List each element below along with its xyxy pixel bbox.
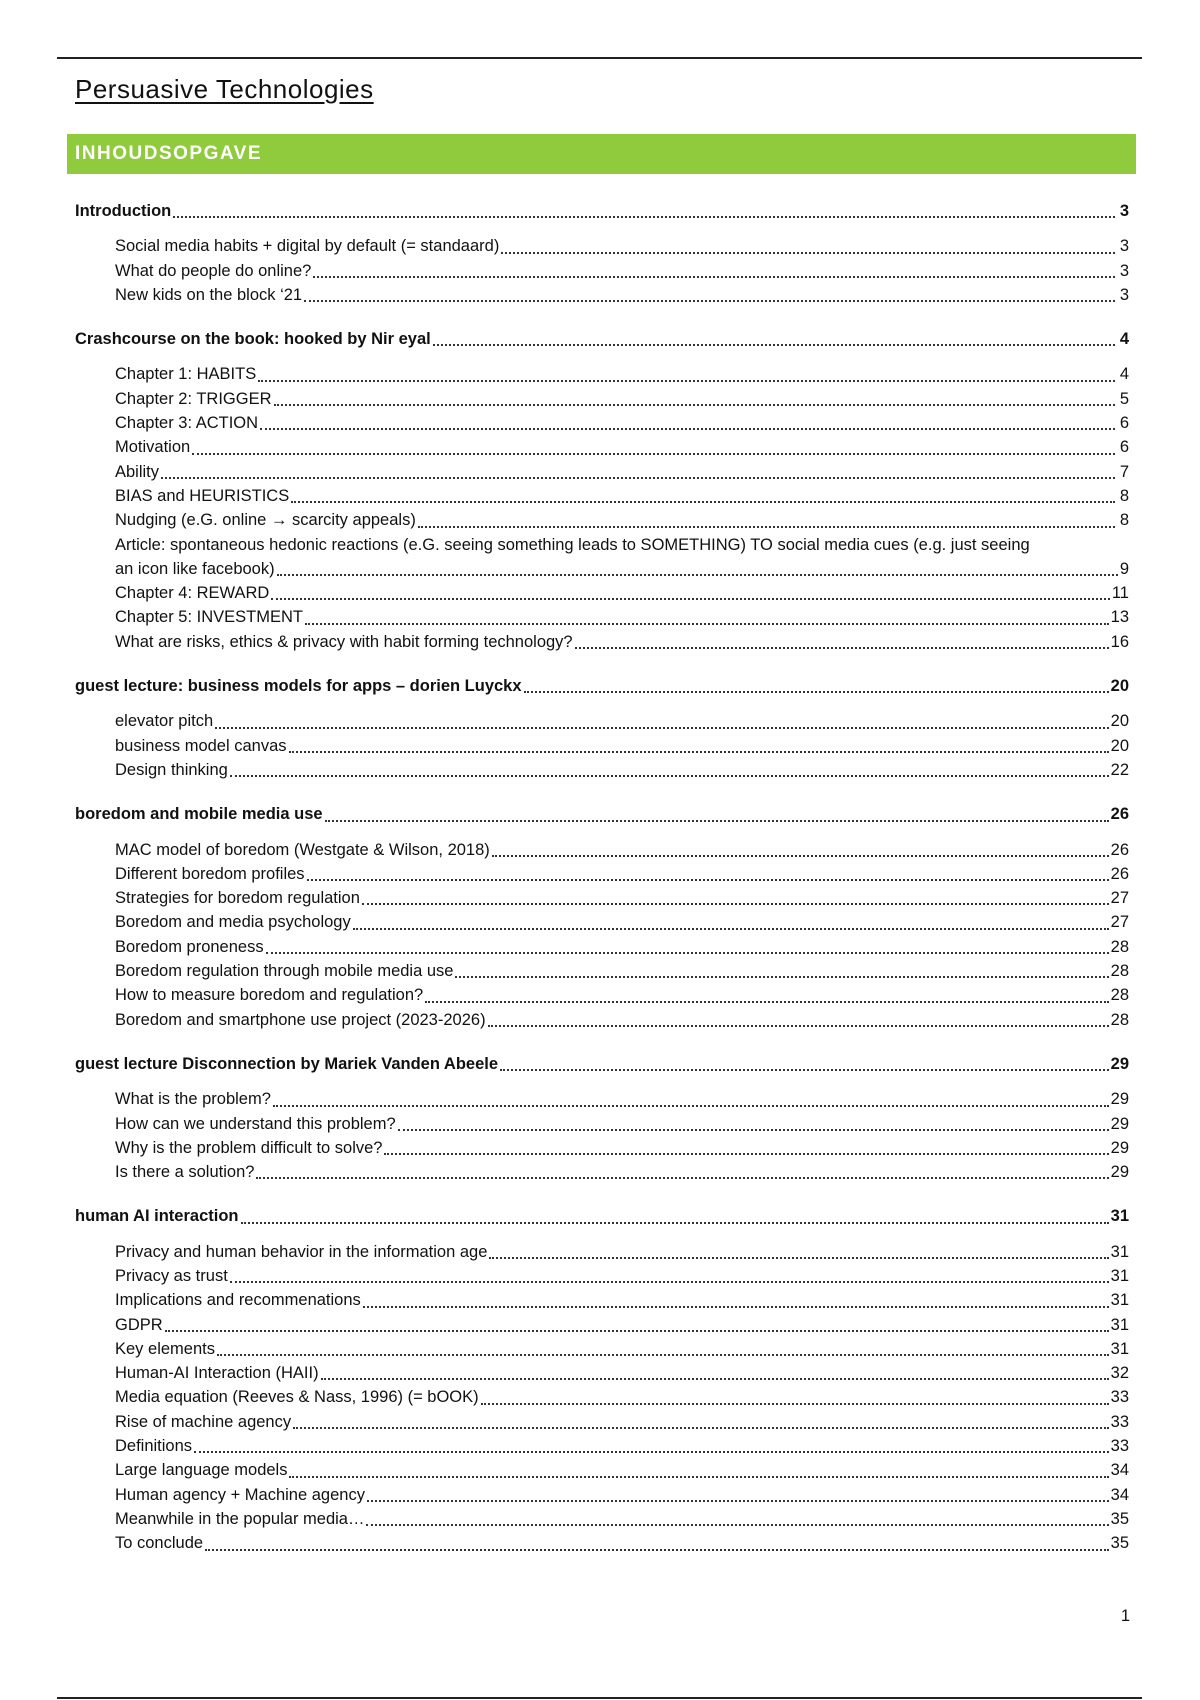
toc-entry-title: What do people do online?: [115, 261, 312, 280]
toc-entry-page: 33: [1110, 1437, 1129, 1456]
toc-entry-title: Boredom and media psychology: [115, 913, 351, 932]
dot-leader: [501, 252, 1115, 254]
dot-leader: [492, 855, 1109, 857]
toc-entry-page: 28: [1110, 937, 1129, 956]
toc-entry-title-line2: an icon like facebook): [115, 559, 275, 578]
dot-leader: [217, 1354, 1109, 1356]
dot-leader: [307, 879, 1109, 881]
toc-entry-page: 28: [1110, 962, 1129, 981]
toc-heading: INHOUDSOPGAVE: [67, 134, 1136, 174]
toc-entry-title: BIAS and HEURISTICS: [115, 486, 290, 505]
toc-entry[interactable]: [75, 862, 1129, 886]
toc-entry-page: 29: [1110, 1163, 1129, 1182]
toc-section-title: Crashcourse on the book: hooked by Nir eyal: [75, 330, 431, 349]
toc-entry-title: Privacy and human behavior in the information age: [115, 1242, 488, 1261]
toc-entry-page: 28: [1110, 1010, 1129, 1029]
toc-section-title: boredom and mobile media use: [75, 805, 323, 824]
toc-entry[interactable]: [75, 484, 1129, 508]
toc-entry-title: What are risks, ethics & privacy with habit forming technology?: [115, 632, 573, 651]
dot-leader: [321, 1378, 1109, 1380]
toc-entry-page: 8: [1119, 486, 1129, 505]
toc-entry-page: 31: [1110, 1242, 1129, 1261]
toc-entry[interactable]: [75, 758, 1129, 782]
toc-entry-title: Boredom and smartphone use project (2023-2026): [115, 1010, 486, 1029]
toc-entry[interactable]: [75, 1160, 1129, 1184]
toc-entry-title: Nudging (e.G. online → scarcity appeals): [115, 511, 416, 530]
toc-entry-title: Human-AI Interaction (HAII): [115, 1364, 319, 1383]
table-of-contents: [75, 199, 1129, 1576]
toc-entry-title: How to measure boredom and regulation?: [115, 986, 424, 1005]
dot-leader: [524, 691, 1109, 693]
toc-entry[interactable]: [75, 1531, 1129, 1555]
dot-leader: [366, 1524, 1108, 1526]
toc-entry[interactable]: [75, 838, 1129, 862]
dot-leader: [289, 1476, 1108, 1478]
toc-entry-title: To conclude: [115, 1534, 204, 1553]
toc-section: [75, 1204, 1129, 1555]
toc-entry-title: GDPR: [115, 1315, 163, 1334]
toc-entry-page: 7: [1119, 462, 1129, 481]
dot-leader: [260, 428, 1115, 430]
toc-entry[interactable]: [75, 935, 1129, 959]
dot-leader: [271, 598, 1110, 600]
toc-entry[interactable]: [75, 1458, 1129, 1482]
toc-entry-page: 27: [1110, 889, 1129, 908]
toc-entry[interactable]: [75, 362, 1129, 386]
bottom-rule: [57, 1697, 1142, 1699]
toc-entry-page: 31: [1110, 1291, 1129, 1310]
toc-section-title: guest lecture: business models for apps – dorien Luyckx: [75, 677, 522, 696]
toc-entry-title: Chapter 2: TRIGGER: [115, 389, 272, 408]
toc-entry-page: 29: [1110, 1090, 1129, 1109]
dot-leader: [230, 1281, 1109, 1283]
toc-entry-page: 22: [1110, 760, 1129, 779]
toc-entry-title: Design thinking: [115, 760, 228, 779]
toc-entry[interactable]: [75, 1136, 1129, 1160]
toc-entry-title: Boredom proneness: [115, 937, 264, 956]
toc-entry-page: 3: [1119, 261, 1129, 280]
toc-section: [75, 1052, 1129, 1184]
dot-leader: [575, 647, 1109, 649]
toc-entry-page: 27: [1110, 913, 1129, 932]
toc-entry[interactable]: [75, 886, 1129, 910]
toc-section-title: Introduction: [75, 202, 172, 220]
toc-section: [75, 802, 1129, 1032]
toc-entry-page: 11: [1111, 584, 1129, 603]
toc-entry-title: How can we understand this problem?: [115, 1114, 396, 1133]
toc-entry-title: Chapter 1: HABITS: [115, 365, 257, 384]
toc-entry-page: 9: [1119, 559, 1129, 578]
toc-section-entry[interactable]: [75, 1052, 1129, 1076]
top-rule: [57, 57, 1142, 59]
toc-entry[interactable]: [75, 1434, 1129, 1458]
toc-section-page: 29: [1110, 1054, 1129, 1073]
toc-entry-page: 29: [1110, 1114, 1129, 1133]
toc-entry[interactable]: [75, 581, 1129, 605]
dot-leader: [194, 1451, 1109, 1453]
dot-leader: [362, 903, 1109, 905]
toc-entry-title: Is there a solution?: [115, 1163, 255, 1182]
toc-entry[interactable]: [75, 1288, 1129, 1312]
toc-entry[interactable]: [75, 234, 1129, 258]
toc-entry-page: 3: [1119, 237, 1129, 256]
toc-entry-page: 8: [1119, 511, 1129, 530]
toc-entry-title: Motivation: [115, 438, 191, 457]
toc-entry-title: Chapter 5: INVESTMENT: [115, 608, 303, 627]
dot-leader: [266, 952, 1109, 954]
dot-leader: [325, 820, 1109, 822]
dot-leader: [215, 727, 1109, 729]
toc-section-page: 31: [1110, 1207, 1129, 1226]
toc-entry-title: Rise of machine agency: [115, 1412, 292, 1431]
toc-entry[interactable]: [75, 734, 1129, 758]
toc-entry-page: 3: [1119, 285, 1129, 304]
dot-leader: [161, 477, 1115, 479]
dot-leader: [304, 300, 1115, 302]
toc-entry-page: 13: [1110, 608, 1129, 627]
dot-leader: [313, 276, 1115, 278]
toc-entry-title: Social media habits + digital by default (= standaard): [115, 237, 500, 256]
toc-entry[interactable]: [75, 283, 1129, 307]
toc-section: [75, 327, 1129, 654]
toc-entry-page: 26: [1110, 864, 1129, 883]
dot-leader: [363, 1306, 1109, 1308]
toc-entry-page: 32: [1110, 1364, 1129, 1383]
toc-entry-title: Media equation (Reeves & Nass, 1996) (= bOOK): [115, 1388, 479, 1407]
dot-leader: [230, 775, 1109, 777]
toc-entry-page: 31: [1110, 1339, 1129, 1358]
dot-leader: [353, 928, 1109, 930]
toc-entry-line2: [115, 557, 1129, 581]
document-title: Persuasive Technologies: [75, 74, 374, 104]
dot-leader: [481, 1403, 1109, 1405]
toc-section-title: guest lecture Disconnection by Mariek Vanden Abeele: [75, 1054, 499, 1073]
dot-leader: [489, 1257, 1108, 1259]
dot-leader: [398, 1129, 1109, 1131]
toc-entry[interactable]: [75, 1385, 1129, 1409]
toc-entry-page: 4: [1119, 365, 1129, 384]
toc-entry[interactable]: [75, 1008, 1129, 1032]
toc-entry-title: elevator pitch: [115, 712, 214, 731]
toc-section-entry[interactable]: [75, 199, 1129, 223]
toc-entry[interactable]: [75, 435, 1129, 459]
toc-section: [75, 674, 1129, 782]
toc-entry-title: Strategies for boredom regulation: [115, 889, 360, 908]
dot-leader: [205, 1549, 1109, 1551]
toc-section-page: 20: [1110, 677, 1129, 696]
toc-section-page: 3: [1119, 202, 1129, 220]
toc-entry[interactable]: [75, 1337, 1129, 1361]
toc-entry-title: Ability: [115, 462, 160, 481]
toc-entry-title: Why is the problem difficult to solve?: [115, 1138, 383, 1157]
dot-leader: [384, 1153, 1108, 1155]
toc-entry-title: Chapter 4: REWARD: [115, 584, 270, 603]
toc-section-page: 26: [1110, 805, 1129, 824]
dot-leader: [273, 1105, 1109, 1107]
toc-entry[interactable]: [75, 508, 1129, 532]
toc-entry-title: Implications and recommenations: [115, 1291, 361, 1310]
toc-entry-page: 33: [1110, 1412, 1129, 1431]
dot-leader: [165, 1330, 1109, 1332]
toc-entry-title: What is the problem?: [115, 1090, 271, 1109]
toc-entry-title: Meanwhile in the popular media…: [115, 1509, 365, 1528]
toc-entry-title: Definitions: [115, 1437, 193, 1456]
toc-entry-page: 29: [1110, 1138, 1129, 1157]
toc-section: [75, 199, 1129, 307]
toc-entry[interactable]: [75, 259, 1129, 283]
dot-leader: [173, 216, 1115, 218]
dot-leader: [277, 574, 1118, 576]
dot-leader: [305, 623, 1109, 625]
toc-section-page: 4: [1119, 330, 1129, 349]
toc-entry[interactable]: [75, 630, 1129, 654]
toc-entry[interactable]: [75, 910, 1129, 934]
toc-entry-page: 35: [1110, 1509, 1129, 1528]
dot-leader: [293, 1427, 1109, 1429]
toc-entry-page: 20: [1110, 712, 1129, 731]
toc-entry-page: 34: [1110, 1485, 1129, 1504]
dot-leader: [367, 1500, 1109, 1502]
toc-entry[interactable]: [75, 1240, 1129, 1264]
toc-entry-page: 26: [1110, 840, 1129, 859]
dot-leader: [256, 1177, 1108, 1179]
toc-entry-title: Key elements: [115, 1339, 215, 1358]
toc-entry[interactable]: [75, 1264, 1129, 1288]
dot-leader: [500, 1069, 1109, 1071]
toc-entry-page: 31: [1110, 1315, 1129, 1334]
toc-section-entry[interactable]: [75, 674, 1129, 698]
page-number: 1: [1120, 1607, 1130, 1625]
toc-section-entry[interactable]: [75, 802, 1129, 826]
toc-entry-page: 28: [1110, 986, 1129, 1005]
toc-entry-page: 6: [1119, 414, 1129, 433]
toc-entry[interactable]: [75, 1507, 1129, 1531]
toc-entry-title: New kids on the block ‘21: [115, 285, 303, 304]
toc-entry[interactable]: [75, 959, 1129, 983]
toc-entry-title: Chapter 3: ACTION: [115, 414, 259, 433]
toc-entry-page: 34: [1110, 1461, 1129, 1480]
toc-entry[interactable]: [75, 1361, 1129, 1385]
toc-entry[interactable]: [75, 983, 1129, 1007]
toc-entry[interactable]: [75, 533, 1129, 582]
dot-leader: [425, 1001, 1108, 1003]
toc-entry-page: 5: [1119, 389, 1129, 408]
dot-leader: [433, 344, 1115, 346]
dot-leader: [241, 1222, 1109, 1224]
toc-entry[interactable]: [75, 1410, 1129, 1434]
toc-entry[interactable]: [75, 1112, 1129, 1136]
toc-entry-page: 20: [1110, 736, 1129, 755]
toc-entry-page: 16: [1110, 632, 1129, 651]
toc-entry-title: Privacy as trust: [115, 1266, 228, 1285]
toc-entry-title: MAC model of boredom (Westgate & Wilson, 2018): [115, 840, 490, 859]
toc-entry-page: 6: [1119, 438, 1129, 457]
toc-entry-title-line1: Article: spontaneous hedonic reactions (e.G. seeing something leads to SOMETHING) TO social media cues (e.g. just seeing: [115, 535, 1030, 554]
dot-leader: [418, 526, 1115, 528]
dot-leader: [488, 1025, 1109, 1027]
toc-entry[interactable]: [75, 1483, 1129, 1507]
toc-entry[interactable]: [75, 460, 1129, 484]
dot-leader: [192, 453, 1115, 455]
dot-leader: [258, 380, 1115, 382]
toc-entry-title: business model canvas: [115, 736, 287, 755]
toc-section-entry[interactable]: [75, 1204, 1129, 1228]
toc-entry-title: Boredom regulation through mobile media use: [115, 962, 454, 981]
toc-entry[interactable]: [75, 709, 1129, 733]
toc-entry-page: 33: [1110, 1388, 1129, 1407]
toc-entry-title: Large language models: [115, 1461, 288, 1480]
toc-entry[interactable]: [75, 411, 1129, 435]
toc-entry-title: Human agency + Machine agency: [115, 1485, 365, 1504]
toc-entry[interactable]: [75, 1087, 1129, 1111]
toc-section-title: human AI interaction: [75, 1207, 239, 1226]
toc-entry-page: 35: [1110, 1534, 1129, 1553]
toc-entry-title: Different boredom profiles: [115, 864, 305, 883]
toc-entry[interactable]: [75, 605, 1129, 629]
dot-leader: [291, 501, 1115, 503]
toc-section-entry[interactable]: [75, 327, 1129, 351]
toc-entry-page: 31: [1110, 1266, 1129, 1285]
toc-entry[interactable]: [75, 387, 1129, 411]
toc-entry[interactable]: [75, 1313, 1129, 1337]
dot-leader: [455, 976, 1108, 978]
dot-leader: [289, 751, 1109, 753]
dot-leader: [274, 404, 1115, 406]
